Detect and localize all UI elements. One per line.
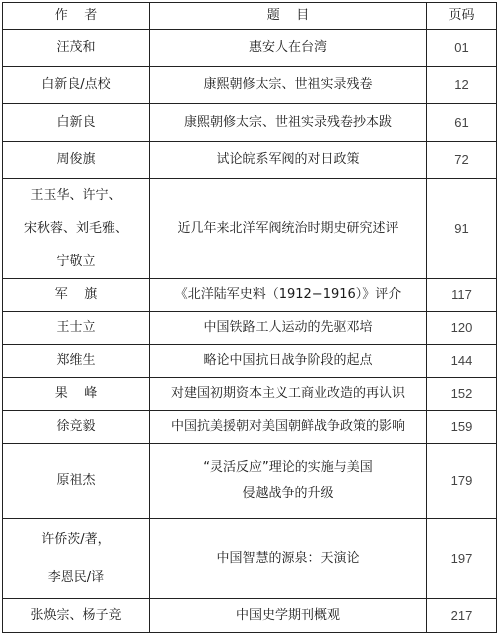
page-number: 159 <box>427 411 497 444</box>
author-cell <box>3 411 150 444</box>
table-row <box>3 104 497 142</box>
title-text: 康熙朝修太宗、世祖实录残卷 <box>203 77 373 92</box>
table-row <box>3 599 497 633</box>
title-cell <box>150 378 427 411</box>
table-row <box>3 279 497 312</box>
author-cell <box>3 179 150 279</box>
author-text: 宁敬立 <box>56 254 96 269</box>
author-cell <box>3 345 150 378</box>
page-number: 179 <box>427 444 497 519</box>
title-text: 中国智慧的源泉：天演论 <box>216 550 360 566</box>
title-text: “灵活反应”理论的实施与美国 <box>203 460 373 475</box>
title-text: 侵越战争的升级 <box>242 486 334 501</box>
title-text: 惠安人在台湾 <box>248 40 327 55</box>
title-cell <box>150 411 427 444</box>
author-cell <box>3 142 150 179</box>
table-row <box>3 67 497 104</box>
page-number: 01 <box>427 30 497 67</box>
title-cell <box>150 279 427 312</box>
author-text: 李恩民/译 <box>47 569 105 585</box>
title-text: 中国铁路工人运动的先驱邓培 <box>203 320 373 335</box>
page-number: 217 <box>427 599 497 633</box>
author-text: 徐竞毅 <box>56 419 96 434</box>
title-cell <box>150 104 427 142</box>
title-cell <box>150 345 427 378</box>
title-text: 对建国初期资本主义工商业改造的再认识 <box>170 386 405 401</box>
page-number: 12 <box>427 67 497 104</box>
title-header: 题 目 <box>150 3 427 30</box>
author-text: 原祖杰 <box>56 473 96 488</box>
title-text: 试论皖系军阀的对日政策 <box>216 152 360 167</box>
author-cell <box>3 519 150 599</box>
page-number: 91 <box>427 179 497 279</box>
title-cell <box>150 312 427 345</box>
author-text: 许侨茨/著， <box>41 531 111 547</box>
title-text: 康熙朝修太宗、世祖实录残卷抄本跋 <box>183 114 392 130</box>
author-text: 张焕宗、杨子竞 <box>30 607 122 623</box>
title-cell <box>150 67 427 104</box>
author-text: 王士立 <box>56 320 96 335</box>
author-text: 汪茂和 <box>56 40 96 55</box>
table-row <box>3 411 497 444</box>
table-row <box>3 378 497 411</box>
table-row <box>3 444 497 519</box>
table-row <box>3 312 497 345</box>
header-row <box>3 3 497 30</box>
table-row <box>3 142 497 179</box>
page-number: 72 <box>427 142 497 179</box>
table-row <box>3 179 497 279</box>
author-cell <box>3 378 150 411</box>
author-cell <box>3 312 150 345</box>
author-text: 白新良/点校 <box>41 77 111 92</box>
table-row <box>3 345 497 378</box>
author-text: 周俊旗 <box>56 152 96 167</box>
author-text: 王玉华、许宁、 <box>30 188 122 203</box>
author-text: 郑维生 <box>56 353 96 368</box>
author-cell <box>3 279 150 312</box>
author-header: 作 者 <box>3 3 150 30</box>
title-text: 略论中国抗日战争阶段的起点 <box>203 353 373 368</box>
title-cell <box>150 519 427 599</box>
title-cell <box>150 444 427 519</box>
author-cell <box>3 30 150 67</box>
page-header: 页码 <box>427 3 497 30</box>
page-number: 117 <box>427 279 497 312</box>
title-cell <box>150 599 427 633</box>
author-text: 果 峰 <box>54 386 98 401</box>
title-text: 中国史学期刊概观 <box>235 607 340 623</box>
table-row <box>3 30 497 67</box>
title-text: 中国抗美援朝对美国朝鲜战争政策的影响 <box>170 419 405 434</box>
title-text: 近几年来北洋军阀统治时期史研究述评 <box>177 220 399 236</box>
page-number: 61 <box>427 104 497 142</box>
page-number: 197 <box>427 519 497 599</box>
table-row <box>3 519 497 599</box>
author-cell <box>3 444 150 519</box>
title-cell <box>150 142 427 179</box>
author-text: 白新良 <box>56 114 96 130</box>
author-cell <box>3 104 150 142</box>
page-number: 152 <box>427 378 497 411</box>
title-cell <box>150 179 427 279</box>
author-cell <box>3 67 150 104</box>
title-cell <box>150 30 427 67</box>
page-number: 144 <box>427 345 497 378</box>
author-text: 军 旗 <box>54 287 98 302</box>
page-number: 120 <box>427 312 497 345</box>
author-text: 宋秋蓉、刘毛雅、 <box>23 221 128 236</box>
author-cell <box>3 599 150 633</box>
title-text: 《北洋陆军史料（1912−1916）》评介 <box>174 287 402 302</box>
contents-table <box>2 2 497 633</box>
